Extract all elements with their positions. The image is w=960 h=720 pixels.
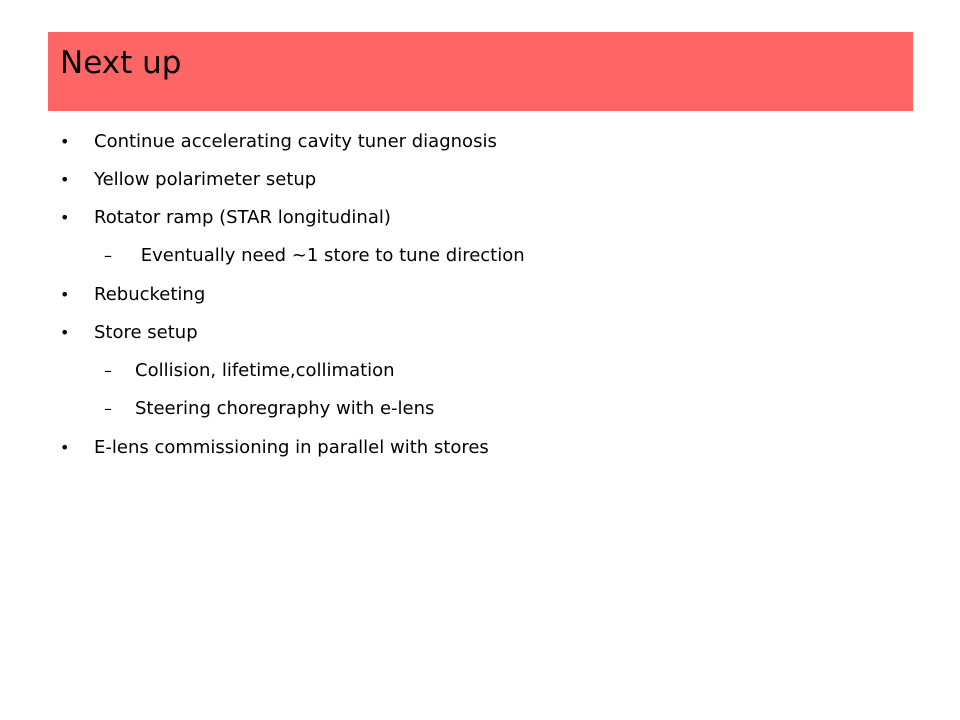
bullet-marker: • bbox=[60, 208, 70, 227]
dash-marker: – bbox=[104, 246, 112, 265]
sub-bullet-text: Collision, lifetime,collimation bbox=[135, 360, 395, 381]
bullet-text: Continue accelerating cavity tuner diagnosis bbox=[94, 131, 497, 152]
dash-marker: – bbox=[104, 399, 112, 418]
bullet-marker: • bbox=[60, 132, 70, 151]
bullet-text: Store setup bbox=[94, 322, 198, 343]
bullet-marker: • bbox=[60, 170, 70, 189]
bullet-text: Rotator ramp (STAR longitudinal) bbox=[94, 207, 391, 228]
bullet-text: Yellow polarimeter setup bbox=[94, 169, 317, 190]
bullet-marker: • bbox=[60, 285, 70, 304]
sub-bullet-text: Steering choregraphy with e-lens bbox=[135, 398, 435, 419]
sub-bullet-text: Eventually need ~1 store to tune direction bbox=[135, 245, 525, 266]
bullet-text: E-lens commissioning in parallel with stores bbox=[94, 437, 489, 458]
bullet-marker: • bbox=[60, 323, 70, 342]
title-bar bbox=[48, 32, 913, 111]
dash-marker: – bbox=[104, 361, 112, 380]
bullet-marker: • bbox=[60, 438, 70, 457]
bullet-text: Rebucketing bbox=[94, 284, 206, 305]
slide-title: Next up bbox=[60, 45, 182, 81]
